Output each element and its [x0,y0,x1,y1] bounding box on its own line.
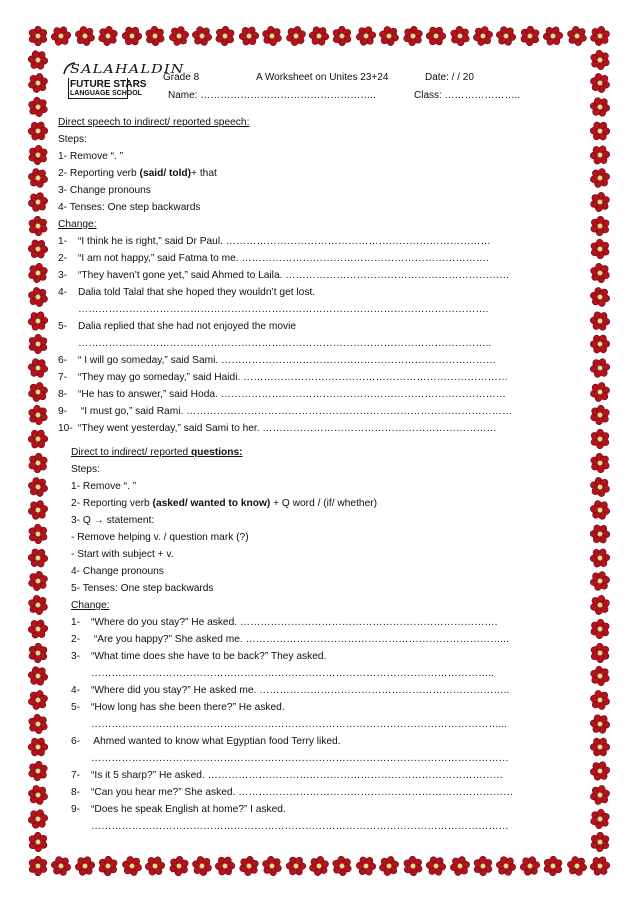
item-text: “Can you hear me?” She asked. ……………………………………………………………………… [91,787,514,798]
flower-icon [75,856,95,876]
flower-icon [590,73,610,93]
flower-icon [426,856,446,876]
flower-icon [590,619,610,639]
item-number: 2- [71,634,81,645]
flower-icon [590,832,610,852]
list-item [71,784,578,801]
item-number: 10- [58,423,73,434]
step-1: 1- Remove “. ” [58,151,124,162]
flower-icon [332,856,352,876]
change-label: Change: [58,219,97,230]
flower-icon [215,856,235,876]
list-item [58,386,578,403]
worksheet-content [58,114,578,835]
item-number: 6- [71,736,81,747]
item-text: …………………………………………………………………………………………………………... [91,719,507,730]
list-item [58,318,578,335]
flower-icon [309,856,329,876]
flower-icon [496,26,516,46]
date-field: Date: / / 20 [425,72,474,83]
item-text: …………………………………………………………………………………………………………. [78,304,489,315]
item-number: 5- [71,702,81,713]
flower-icon [28,216,48,236]
worksheet-title: A Worksheet on Unites 23+24 [256,72,389,83]
q-step-1: 1- Remove “. ” [71,481,137,492]
list-item [71,750,578,767]
flower-icon [590,121,610,141]
flower-icon [520,856,540,876]
section1-exercise-list [58,233,578,437]
change-label-2: Change: [71,600,110,611]
steps-label: Steps: [58,134,87,145]
flower-icon [28,666,48,686]
flower-icon [122,26,142,46]
flower-icon [309,26,329,46]
flower-icon [28,168,48,188]
flower-icon [496,856,516,876]
flower-icon [239,856,259,876]
item-text: Ahmed wanted to know what Egyptian food Terry liked. [91,736,341,747]
flower-icon [28,26,48,46]
flower-icon [590,643,610,663]
flower-icon [590,453,610,473]
flower-icon [403,856,423,876]
flower-icon [28,619,48,639]
flower-icon [590,239,610,259]
item-number: 2- [58,253,68,264]
list-item [58,233,578,250]
flower-icon [28,287,48,307]
item-number: 4- [58,287,68,298]
flower-icon [590,97,610,117]
flower-icon [590,382,610,402]
item-number: 1- [58,236,68,247]
list-item [71,665,578,682]
flower-icon [28,73,48,93]
item-text: “Where do you stay?” He asked. …………………………………………………………………. [91,617,498,628]
q-step-3a: - Remove helping v. / question mark (?) [71,532,249,543]
item-text: “Is it 5 sharp?” He asked. …………………………………………………………………………… [91,770,504,781]
item-number: 5- [58,321,68,332]
item-text: Dalia replied that she had not enjoyed the movie [78,321,297,332]
flower-icon [590,666,610,686]
flower-icon [28,714,48,734]
flower-icon [590,26,610,46]
item-text: “I think he is right,” said Dr Paul. …………………………………………………………………… [78,236,491,247]
flower-icon [590,524,610,544]
step-2-text: 2- Reporting verb [58,168,140,179]
q-step-2-tail: + Q word / (if/ whether) [270,498,378,509]
flower-icon [28,761,48,781]
flower-icon [28,121,48,141]
flower-icon [215,26,235,46]
item-number: 3- [58,270,68,281]
q-step-2-text: 2- Reporting verb [71,498,153,509]
flower-icon [28,500,48,520]
flower-icon [590,785,610,805]
steps-label-2: Steps: [71,464,100,475]
class-field: Class: ………………….. [414,90,521,101]
list-item [58,403,578,420]
item-text: “They haven’t gone yet,” said Ahmed to Laila. ………………………………………………………… [78,270,510,281]
flower-icon [356,856,376,876]
flower-icon [426,26,446,46]
flower-icon [543,856,563,876]
flower-icon [51,26,71,46]
list-item [58,369,578,386]
step-2 [58,165,578,182]
flower-icon [520,26,540,46]
step-4: 4- Tenses: One step backwards [58,202,201,213]
flower-icon [28,477,48,497]
q-step-4: 4- Change pronouns [71,566,164,577]
list-item [58,250,578,267]
flower-icon [98,26,118,46]
flower-icon [590,761,610,781]
flower-icon [239,26,259,46]
flower-icon [590,168,610,188]
list-item [58,335,578,352]
flower-icon [590,714,610,734]
flower-icon [590,287,610,307]
flower-icon [145,26,165,46]
flower-icon [403,26,423,46]
flower-icon [28,643,48,663]
flower-icon [286,26,306,46]
list-item [71,648,578,665]
item-text: …………………………………………………………………………………………………………… [91,821,509,832]
list-item [71,614,578,631]
q-step-2 [71,495,578,512]
flower-icon [98,856,118,876]
logo-line2: LANGUAGE SCHOOL [70,90,142,97]
item-number: 7- [71,770,81,781]
name-field: Name: …………………………………………….. [168,90,376,101]
list-item [71,818,578,835]
flower-icon [28,429,48,449]
flower-icon [332,26,352,46]
step-2-bold: (said/ told) [139,168,192,179]
list-item [71,699,578,716]
q-step-5: 5- Tenses: One step backwards [71,583,214,594]
list-item [71,716,578,733]
flower-icon [28,382,48,402]
flower-icon [473,856,493,876]
q-step-2-bold: (asked/ wanted to know) [152,498,271,509]
item-text: “Where did you stay?” He asked me. ……………………………………………………………….. [91,685,510,696]
flower-icon [590,690,610,710]
section2-exercise-list [71,614,578,835]
q-step-3b: - Start with subject + v. [71,549,174,560]
flower-icon [169,26,189,46]
flower-icon [28,571,48,591]
flower-icon [590,548,610,568]
flower-icon [28,239,48,259]
flower-icon [28,358,48,378]
worksheet-header [58,60,588,110]
item-number: 9- [71,804,81,815]
flower-icon [473,26,493,46]
flower-icon [28,690,48,710]
flower-icon [28,595,48,615]
flower-icon [590,334,610,354]
item-number: 9- [58,406,68,417]
flower-icon [28,453,48,473]
flower-icon [28,192,48,212]
flower-icon [262,856,282,876]
flower-icon [122,856,142,876]
section1-heading: Direct speech to indirect/ reported speech: [58,117,250,128]
flower-icon [356,26,376,46]
flower-icon [590,500,610,520]
item-text: “ I will go someday,” said Sami. ……………………………………………………………………… [78,355,497,366]
item-number: 8- [71,787,81,798]
flower-icon [192,856,212,876]
flower-icon [379,856,399,876]
flower-icon [51,856,71,876]
flower-icon [590,737,610,757]
flower-icon [567,26,587,46]
flower-icon [286,856,306,876]
list-item [58,267,578,284]
item-text: …………………………………………………………………………………………………………… [91,753,509,764]
flower-icon [590,809,610,829]
flower-icon [450,26,470,46]
flower-icon [450,856,470,876]
item-number: 1- [71,617,81,628]
flower-icon [28,832,48,852]
flower-icon [28,50,48,70]
flower-icon [590,429,610,449]
flower-icon [28,405,48,425]
flower-icon [590,595,610,615]
item-number: 8- [58,389,68,400]
flower-icon [28,785,48,805]
list-item [58,352,578,369]
item-text: ……………………………………………………………………………………………………….. [91,668,494,679]
step-3: 3- Change pronouns [58,185,151,196]
flower-icon [379,26,399,46]
flower-icon [262,26,282,46]
item-number: 6- [58,355,68,366]
item-number: 4- [71,685,81,696]
flower-icon [28,263,48,283]
flower-icon [590,192,610,212]
item-text: ………………………………………………………………………………………………………….. [78,338,492,349]
flower-icon [28,809,48,829]
flower-icon [169,856,189,876]
grade-label: Grade 8 [163,72,200,83]
flower-icon [590,263,610,283]
flower-icon [28,524,48,544]
list-item [58,301,578,318]
flower-icon [590,571,610,591]
logo-line1: FUTURE STARS [70,79,147,90]
flower-icon [590,405,610,425]
item-text: “I must go,” said Rami. …………………………………………………………………………………… [78,406,513,417]
list-item [58,284,578,301]
flower-icon [567,856,587,876]
logo-brand: SALAHALDIN [70,62,185,76]
q-step-3: 3- Q → statement: [71,515,155,526]
flower-icon [590,145,610,165]
item-text: Dalia told Talal that she hoped they wouldn’t get lost. [78,287,316,298]
flower-icon [590,856,610,876]
flower-icon [590,216,610,236]
item-text: “I am not happy,” said Fatma to me. ………………………………………………………………. [78,253,489,264]
item-text: “How long has she been there?” He asked. [91,702,285,713]
flower-icon [28,856,48,876]
item-text: “They went yesterday,” said Sami to her. …………………………………………………………… [78,423,497,434]
flower-icon [590,358,610,378]
flower-icon [543,26,563,46]
flower-icon [28,311,48,331]
flower-icon [590,311,610,331]
item-text: “They may go someday,” said Haidi. …………………………………………………………………… [78,372,509,383]
list-item [71,682,578,699]
flower-icon [28,97,48,117]
flower-icon [145,856,165,876]
list-item [58,420,578,437]
section2-heading-bold: questions: [191,447,243,458]
item-text: “Are you happy?” She asked me. …………………………………………………………………... [91,634,509,645]
flower-icon [28,548,48,568]
flower-icon [28,737,48,757]
flower-icon [590,477,610,497]
flower-icon [75,26,95,46]
flower-icon [590,50,610,70]
list-item [71,767,578,784]
flower-icon [192,26,212,46]
flower-icon [28,334,48,354]
item-number: 7- [58,372,68,383]
list-item [71,801,578,818]
item-text: “Does he speak English at home?” I asked. [91,804,286,815]
list-item [71,631,578,648]
flower-icon [28,145,48,165]
step-2-tail: + that [191,168,217,179]
item-text: “He has to answer,” said Hoda. ………………………………………………………………………… [78,389,506,400]
section2-heading [71,444,578,461]
item-text: “What time does she have to be back?” They asked. [91,651,327,662]
section2-heading-text: Direct to indirect/ reported [71,447,192,458]
item-number: 3- [71,651,81,662]
list-item [71,733,578,750]
